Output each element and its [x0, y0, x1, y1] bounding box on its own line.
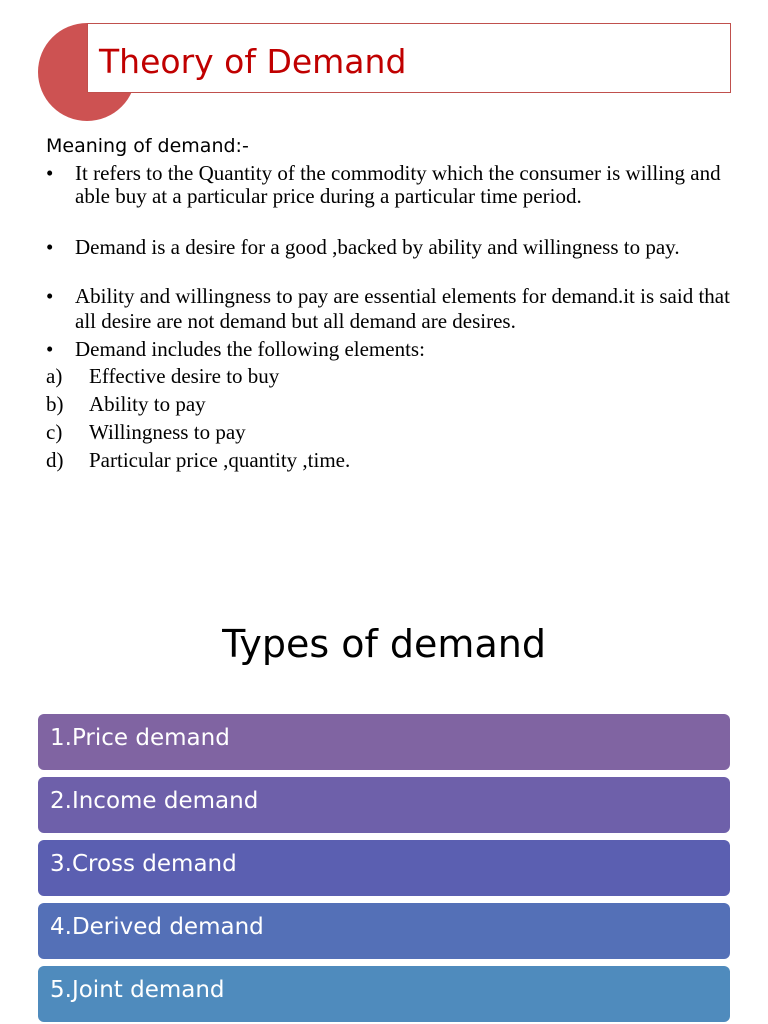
- element-text: Willingness to pay: [89, 420, 246, 444]
- type-box-derived-demand: [38, 903, 730, 959]
- bullet-symbol: •: [46, 235, 54, 259]
- title-box: [87, 23, 731, 93]
- type-box-income-demand: [38, 777, 730, 833]
- type-label: 1.Price demand: [50, 725, 230, 751]
- types-title: Types of demand: [222, 622, 546, 666]
- bullet-text: Demand includes the following elements:: [75, 337, 425, 361]
- bullet-symbol: •: [46, 161, 54, 185]
- bullet-item: [46, 338, 736, 361]
- bullet-text: Ability and willingness to pay are essential elements for demand.it is said that all desire are not demand but all demand are desires.: [75, 284, 730, 333]
- element-item: [46, 420, 246, 444]
- element-letter: b): [46, 392, 64, 416]
- element-text: Effective desire to buy: [89, 364, 280, 388]
- bullet-item: [46, 236, 736, 259]
- slide-title: Theory of Demand: [99, 42, 407, 81]
- bullet-text: Demand is a desire for a good ,backed by ability and willingness to pay.: [75, 235, 680, 259]
- element-letter: d): [46, 448, 64, 472]
- element-letter: a): [46, 364, 63, 388]
- element-item: [46, 392, 206, 416]
- element-text: Ability to pay: [89, 392, 206, 416]
- type-label: 5.Joint demand: [50, 977, 225, 1003]
- bullet-item: [46, 162, 736, 208]
- element-item: [46, 364, 279, 388]
- element-text: Particular price ,quantity ,time.: [89, 448, 351, 472]
- element-letter: c): [46, 420, 63, 444]
- bullet-item: [46, 284, 736, 334]
- type-label: 3.Cross demand: [50, 851, 237, 877]
- type-label: 2.Income demand: [50, 788, 259, 814]
- type-box-joint-demand: [38, 966, 730, 1022]
- type-box-cross-demand: [38, 840, 730, 896]
- element-item: [46, 448, 350, 472]
- bullet-text: It refers to the Quantity of the commodity which the consumer is willing and able buy at a particular price during a particular time period.: [75, 161, 721, 208]
- type-box-price-demand: [38, 714, 730, 770]
- bullet-symbol: •: [46, 284, 54, 308]
- meaning-heading: Meaning of demand:-: [46, 135, 249, 157]
- bullet-symbol: •: [46, 337, 54, 361]
- type-label: 4.Derived demand: [50, 914, 264, 940]
